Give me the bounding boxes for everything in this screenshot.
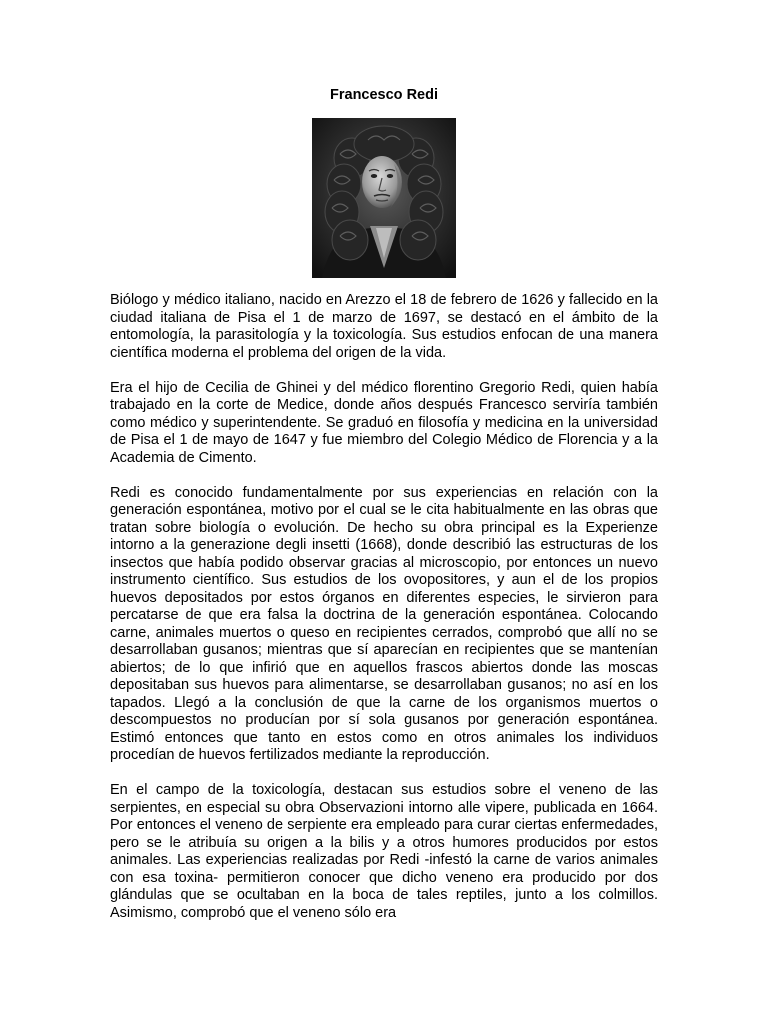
paragraph-2: Era el hijo de Cecilia de Ghinei y del médico florentino Gregorio Redi, quien había trabajado en la corte de Medice, donde años después Francesco serviría también como médico y superintendente. Se graduó en filosofía y medicina en la universidad de Pisa el 1 de mayo de 1647 y fue miembro del Colegio Médico de Florencia y a la Academia de Cimento.: [110, 379, 658, 466]
paragraph-1: Biólogo y médico italiano, nacido en Arezzo el 18 de febrero de 1626 y fallecido en la ciudad italiana de Pisa el 1 de marzo de 1697, se destacó en el ámbito de la entomología, la parasitología y la toxicología. Sus estudios enfocan de una manera científica moderna el problema del origen de la vida.: [110, 292, 658, 361]
portrait-image: [312, 118, 456, 278]
paragraph-4: En el campo de la toxicología, destacan sus estudios sobre el veneno de las serpientes, en especial su obra Observazioni intorno alle vipere, publicada en 1664. Por entonces el veneno de serpiente era empleado para curar ciertas enfermedades, pero se le atribuía su origen a la bilis y a otros humores producidos por estos animales. Las experiencias realizadas por Redi -infestó la carne de varios animales con esa toxina- permitieron conocer que dicho veneno era producido por dos glándulas que se ocultaban en la boca de tales reptiles, junto a los colmillos. Asimismo, comprobó que el veneno sólo era: [110, 782, 658, 921]
article-body: [110, 292, 658, 940]
portrait-engraving-icon: [312, 118, 456, 278]
paragraph-3: Redi es conocido fundamentalmente por sus experiencias en relación con la generación espontánea, motivo por el cual se le cita habitualmente en las obras que tratan sobre biología o evolución. De hecho su obra principal es la Experienze intorno a la generazione degli insetti (1668), donde describió las estructuras de los insectos que había podido observar gracias al microscopio, por entonces un nuevo instrumento científico. Sus estudios de los ovopositores, y aun el de los propios huevos depositados por estos órganos en diferentes especies, le sirvieron para percatarse de que era falsa la doctrina de la generación espontánea. Colocando carne, animales muertos o queso en recipientes cerrados, comprobó que allí no se desarrollaban gusanos; mientras que sí aparecían en recipientes que se mantenían abiertos; de lo que infirió que en aquellos frascos abiertos donde las moscas depositaban sus huevos para alimentarse, se desarrollaban gusanos; no así en los tapados. Llegó a la conclusión de que la carne de los organismos muertos o descompuestos no producían por sí sola gusanos por generación espontánea. Estimó entonces que tanto en estos como en otros animales los individuos procedían de huevos fertilizados mediante la reproducción.: [110, 484, 658, 763]
page-title: Francesco Redi: [330, 87, 438, 103]
